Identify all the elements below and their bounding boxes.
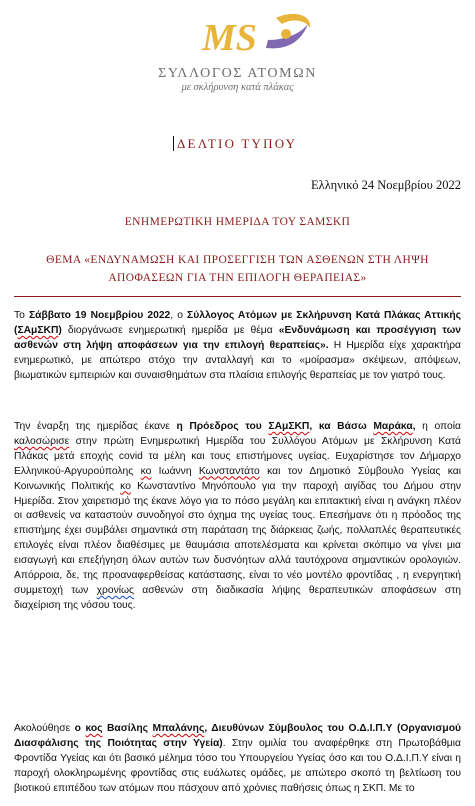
topic-line-2: ΑΠΟΦΑΣΕΩΝ ΓΙΑ ΤΗΝ ΕΠΙΛΟΓΗ ΘΕΡΑΠΕΙΑΣ» (108, 272, 367, 284)
press-release-title: ΔΕΛΤΙΟ ΤΥΠΟΥ (173, 136, 297, 151)
ms-logo-mark (0, 0, 475, 118)
logo-letters: MS (202, 17, 257, 59)
logo (0, 0, 475, 118)
paragraph-opening: Την έναρξη της ημερίδας έκανε η Πρόεδρος του ΣΑμΣΚΠ, κα Βάσω Μαράκα, η οποία καλοσώρισε στην πρώτη Ενημερωτική Ημερίδα του Συλλόγου Ατόμων με Σκλήρυνση Κατά Πλάκας μετά εποχής covid τα μέλη και τους επιστήμονες υγείας. Ευχαρίστησε τον Δήμαρχο Ελληνικού-Αργυρούπολης κο Ιωάννη Κωνσταντάτο και τον Δημοτικό Σύμβουλο Υγείας και Κοινωνικής Πολιτικής κο Κωνσταντίνο Μηνόπουλο για την παροχή αιγίδας του Δήμου στην Ημερίδα. Στον χαιρετισμό της έκανε λόγο για το πόσο μεγάλη και επιτακτική είναι η ανάγκη πλέον οι ασθενείς να καταστούν συνοδηγοί στο όχημα της υγείας τους. Επεσήμανε ότι η πρόοδος της επιστήμης έχει συμβάλει σημαντικά στη παράταση της διάρκειας ζωής, πολλαπλές θεραπευτικές επιλογές είναι πλέον διαθέσιμες με θαυμάσια αποτελέσματα και κρίνεται σκόπιμο να γίνει μια εισαγωγή και επεξήγηση όλων αυτών των δυσνόητων αλλά ταυτόχρονα σημαντικών ορολογιών. Απόρροια, δε, της προαναφερθείσας κατάστασης, είναι το νέο μοντέλο φροντίδας , η ενεργητική συμμετοχή των χρονίως ασθενών στη διαδικασία λήψης θεραπευτικών αποφάσεων στη διαχείριση της νόσου τους. (14, 421, 461, 611)
release-date: Ελληνικό 24 Νοεμβρίου 2022 (311, 178, 461, 192)
paragraph-intro: Το Σάββατο 19 Νοεμβρίου 2022, ο Σύλλογος Ατόμων με Σκλήρυνση Κατά Πλάκας Αττικής (ΣΑμΣΚΠ) διοργάνωσε ενημερωτική ημερίδα με θέμα «Ενδυνάμωση και προσέγγιση των ασθενών στη λήψη αποφάσεων για την επιλογή θεραπείας». Η Ημερίδα είχε χαρακτήρα ενημερωτικό, με απώτερο στόχο την ανταλλαγή και το «μοίρασμα» σκέψεων, απόψεων, βιωματικών εμπειριών και συναισθημάτων στα πλαίσια επιλογής θεραπείας με τον γιατρό τους. (14, 310, 462, 381)
org-name: ΣΥΛΛΟΓΟΣ ΑΤΟΜΩΝ (158, 66, 317, 81)
paragraph-speaker: Ακολούθησε ο κος Βασίλης Μπαλάνης, Διευθύνων Σύμβουλος του Ο.Δ.Ι.Π.Υ (Οργανισμού Διασφάλισης της Ποιότητας στην Υγεία). Στην ομιλία του αναφέρθηκε στη Πρωτοβάθμια Φροντίδα Υγείας και ότι βασικό μέλημα τόσο του Υπουργείου Υγείας όσο και του Ο.Δ.Ι.Π.Υ είναι η παροχή ολοκληρωμένης φροντίδας στις ευάλωτες ομάδες, με απώτερο σκοπό τη βελτίωση του βιοτικού επιπέδου των ατόμων που πάσχουν από χρόνιες παθήσεις όπως η ΣΚΠ. Με το (14, 723, 462, 794)
topic-line-1: ΘΕΜΑ «ΕΝΔΥΝΑΜΩΣΗ ΚΑΙ ΠΡΟΣΕΓΓΙΣΗ ΤΩΝ ΑΣΘΕΝΩΝ ΣΤΗ ΛΗΨΗ (46, 254, 429, 266)
org-tagline: με σκλήρυνση κατά πλάκας (181, 82, 294, 93)
divider (14, 296, 461, 297)
event-title: ΕΝΗΜΕΡΩΤΙΚΗ ΗΜΕΡΙΔΑ ΤΟΥ ΣΑΜΣΚΠ (124, 216, 351, 228)
